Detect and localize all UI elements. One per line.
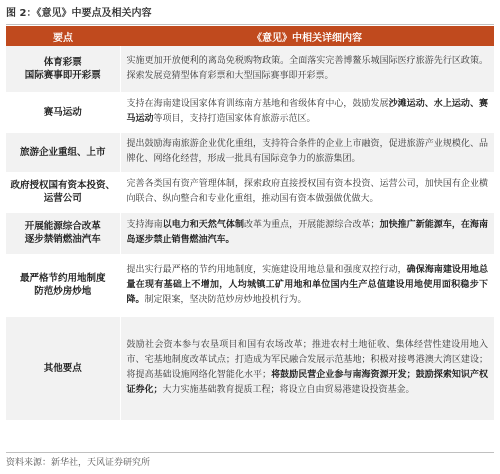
row-content [120, 172, 494, 212]
table-body [6, 46, 494, 420]
emphasis-text: 沙滩运动、水上运动、赛马运动 [126, 99, 488, 124]
row-key [6, 46, 120, 92]
table-row [6, 46, 494, 92]
row-key [6, 212, 120, 254]
row-key-line: 开展能源综合改革 [24, 221, 101, 232]
row-key [6, 316, 120, 420]
content-text: 支持在海南建设国家体育训练南方基地和省级体育中心，鼓励发展 [126, 99, 389, 109]
row-key [6, 254, 120, 316]
row-content [120, 254, 494, 316]
table-row [6, 316, 494, 420]
row-key-line: 国际赛事即开彩票 [24, 69, 101, 81]
content-text: 大力实施基础教育提质工程；将设立自由贸易港建设投资基金。 [162, 385, 415, 395]
header-key: 要点 [6, 26, 120, 46]
content-text: 鼓励社会资本参与农垦项目和国有农场改革；推进农村土地征收、集体经营性建设用地入市、宅基地制度改革试点；打造成为军民融合发展示范基地；积极对接粤港澳大湾区建设；将提高基础设施网络化智能化水平； [126, 340, 488, 380]
table-row [6, 212, 494, 254]
row-key-line: 逐步禁销燃油汽车 [24, 234, 101, 245]
row-content [120, 46, 494, 92]
header-content: 《意见》中相关详细内容 [120, 26, 494, 46]
row-content [120, 132, 494, 172]
row-key-line: 防范炒房炒地 [34, 286, 92, 297]
figure-title: 图 2：《意见》中要点及相关内容 [6, 8, 152, 19]
content-text: 等项目，支持打造国家体育旅游示范区。 [153, 114, 316, 124]
row-key-line: 政府授权国有资本投资、运营公司 [10, 180, 115, 204]
row-content [120, 92, 494, 132]
content-text: 制定限案，坚决防范炒房炒地投机行为。 [144, 294, 307, 305]
bottom-rule [6, 452, 494, 453]
row-key [6, 132, 120, 172]
row-content [120, 316, 494, 420]
title-rule [6, 24, 494, 25]
content-text: 支持海南 [126, 220, 163, 230]
table-row [6, 254, 494, 316]
table-row [6, 132, 494, 172]
emphasis-text: 将鼓励民营企业参与南海资源开发；鼓励探索知识产权证券化； [126, 370, 488, 395]
table-row [6, 92, 494, 132]
row-key-line: 体育彩票 [43, 56, 82, 68]
row-key [6, 92, 120, 132]
content-text: 提出鼓励海南旅游企业优化重组，支持符合条件的企业上市融资，促进旅游产业规模化、品牌化、网络化经营，形成一批具有国际竞争力的旅游集团。 [126, 139, 488, 164]
row-key [6, 172, 120, 212]
row-key-line: 赛马运动 [43, 106, 82, 118]
table-row [6, 172, 494, 212]
row-content [120, 212, 494, 254]
content-text: 实施更加开放便利的离岛免税购物政策。全面落实完善博鳌乐城国际医疗旅游先行区政策。探索发展竞猜型体育彩票和大型国际赛事即开彩票。 [126, 55, 488, 81]
content-text: 完善各类国有资产管理体制，探索政府直接授权国有资本投资、运营公司，加快国有企业横向联合、纵向整合和专业化重组，推动国有资本做强做优做大。 [126, 179, 488, 204]
row-key-line: 旅游企业重组、上市 [19, 146, 106, 158]
source-note: 资料来源：新华社，天风证券研究所 [6, 458, 151, 468]
key-points-table [6, 26, 494, 421]
row-key-line: 其他要点 [43, 362, 82, 374]
table-header-row [6, 26, 494, 46]
content-text: 改革为重点，开展能源综合改革； [244, 220, 380, 230]
emphasis-text: 加快推广新能源车，在海南岛逐步禁止销售燃油汽车。 [126, 220, 488, 245]
content-text: 提出实行最严格的节约用地制度，实施建设用地总量和强度双控行动， [126, 264, 407, 275]
emphasis-text: 以电力和天然气体制 [162, 220, 244, 230]
emphasis-text: 确保海南建设用地总量在现有基础上不增加，人均城镇工矿用地和单位国内生产总值建设用地使用面积稳步下降。 [126, 264, 488, 305]
row-key-line: 最严格节约用地制度 [19, 273, 106, 284]
